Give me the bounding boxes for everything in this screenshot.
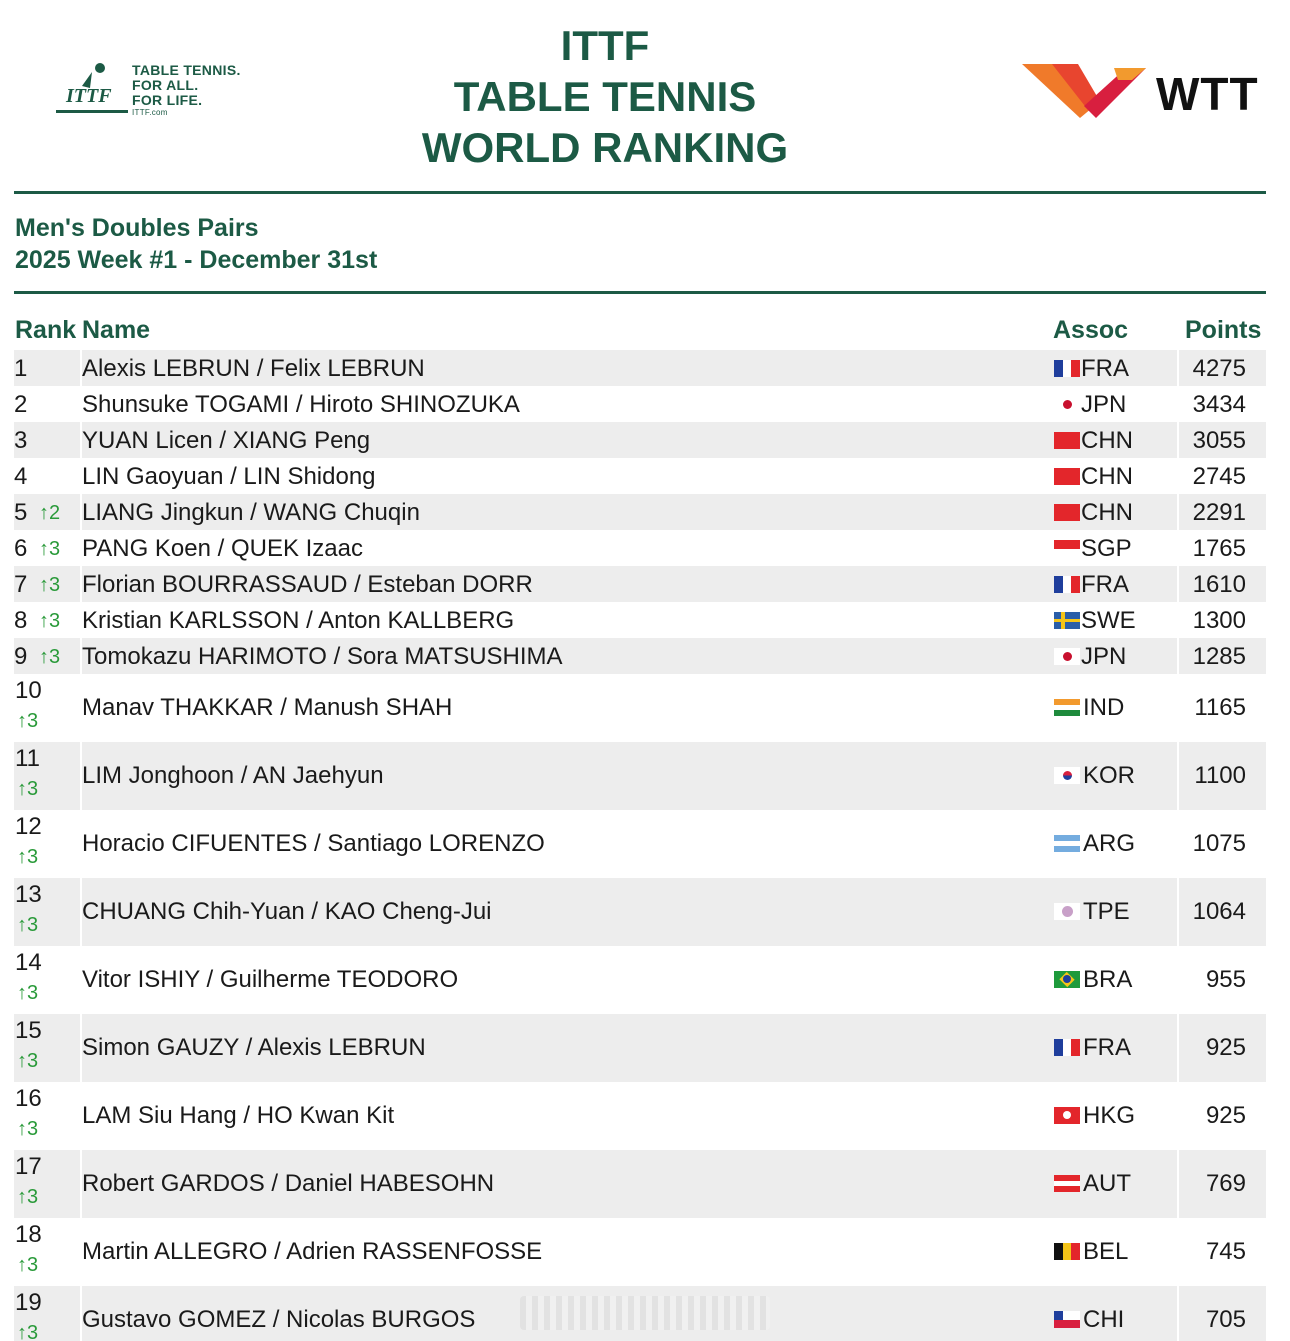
rank-cell: 10: [15, 677, 42, 704]
column-separator: [1177, 946, 1179, 1014]
pair-name: Kristian KARLSSON / Anton KALLBERG: [82, 607, 515, 634]
column-separator: [1177, 566, 1179, 602]
column-name: Name: [82, 316, 151, 344]
assoc-code: HKG: [1083, 1102, 1136, 1129]
wtt-logo: WTT: [1022, 58, 1274, 124]
column-separator: [1177, 674, 1179, 742]
assoc-code: BEL: [1083, 1238, 1129, 1265]
rank-change: ↑3: [17, 1186, 39, 1208]
pair-name: LIANG Jingkun / WANG Chuqin: [82, 499, 420, 526]
table-row: [14, 1082, 1266, 1150]
rank-cell: 19: [15, 1289, 42, 1316]
points-cell: 3055: [1192, 427, 1246, 454]
ittf-tagline: TABLE TENNIS. FOR ALL. FOR LIFE. ITTF.com: [132, 62, 241, 117]
table-row: [14, 602, 1266, 638]
assoc-code: FRA: [1081, 571, 1129, 598]
rank-change: ↑3: [17, 1118, 39, 1140]
rank-cell: 16: [15, 1085, 42, 1112]
column-separator: [1177, 602, 1179, 638]
pair-name: Alexis LEBRUN / Felix LEBRUN: [82, 355, 425, 382]
assoc-code: CHN: [1081, 499, 1133, 526]
flag-icon: [1054, 699, 1080, 716]
flag-icon: [1054, 1175, 1080, 1192]
table-header: [14, 314, 1266, 348]
column-separator: [1177, 458, 1179, 494]
column-separator: [1177, 350, 1179, 386]
points-cell: 4275: [1192, 355, 1246, 382]
assoc-code: SWE: [1081, 607, 1136, 634]
assoc-code: KOR: [1083, 762, 1136, 789]
rank-change: ↑3: [17, 846, 39, 868]
flag-icon: [1054, 576, 1080, 593]
flag-icon: [1054, 432, 1080, 449]
rank-cell: 13: [15, 881, 42, 908]
assoc-code: CHI: [1083, 1306, 1125, 1333]
assoc-code: FRA: [1083, 1034, 1131, 1061]
rank-change: ↑3: [17, 710, 39, 732]
svg-text:ITTF: ITTF: [66, 85, 112, 107]
table-row: [14, 742, 1266, 810]
rank-change: ↑3: [17, 778, 39, 800]
pair-name: Tomokazu HARIMOTO / Sora MATSUSHIMA: [82, 643, 563, 670]
rank-cell: 4: [14, 463, 28, 490]
column-separator: [1177, 422, 1179, 458]
rank-cell: 5: [14, 499, 28, 526]
points-cell: 1765: [1192, 535, 1246, 562]
assoc-code: IND: [1083, 694, 1125, 721]
points-cell: 769: [1205, 1170, 1246, 1197]
flag-icon: [1054, 1107, 1080, 1124]
column-points: Points: [1185, 316, 1262, 344]
ittf-logo: [56, 60, 276, 122]
pair-name: Martin ALLEGRO / Adrien RASSENFOSSE: [82, 1238, 543, 1265]
ranking-subtitle: [15, 212, 377, 276]
rank-change: ↑3: [17, 1050, 39, 1072]
rank-cell: 15: [15, 1017, 42, 1044]
column-separator: [1177, 1082, 1179, 1150]
flag-icon: [1054, 468, 1080, 485]
rank-cell: 8: [14, 607, 28, 634]
rank-cell: 18: [15, 1221, 42, 1248]
flag-icon: [1054, 540, 1080, 557]
points-cell: 705: [1205, 1306, 1246, 1333]
pair-name: CHUANG Chih-Yuan / KAO Cheng-Jui: [82, 898, 492, 925]
rank-cell: 3: [14, 427, 28, 454]
pair-name: Manav THAKKAR / Manush SHAH: [82, 694, 453, 721]
pair-name: Gustavo GOMEZ / Nicolas BURGOS: [82, 1306, 476, 1333]
page-title: ITTF TABLE TENNIS WORLD RANKING: [421, 22, 789, 171]
rank-cell: 9: [14, 643, 28, 670]
table-row: [14, 638, 1266, 674]
assoc-code: JPN: [1081, 643, 1127, 670]
rank-change: ↑3: [17, 1322, 39, 1341]
ranking-table: [14, 350, 1266, 1341]
rank-cell: 14: [15, 949, 42, 976]
table-row: [14, 566, 1266, 602]
ittf-paddle-icon: [56, 60, 128, 120]
flag-icon: [1054, 903, 1080, 920]
pair-name: Vitor ISHIY / Guilherme TEODORO: [82, 966, 459, 993]
watermark-overlay: [520, 1296, 770, 1330]
table-row: [14, 878, 1266, 946]
assoc-code: AUT: [1083, 1170, 1131, 1197]
flag-icon: [1054, 612, 1080, 629]
assoc-code: TPE: [1083, 898, 1130, 925]
points-cell: 2291: [1192, 499, 1246, 526]
points-cell: 1300: [1192, 607, 1246, 634]
pair-name: LAM Siu Hang / HO Kwan Kit: [82, 1102, 395, 1129]
column-separator: [1177, 810, 1179, 878]
column-separator: [1177, 742, 1179, 810]
table-row: [14, 386, 1266, 422]
table-row: [14, 1150, 1266, 1218]
subtitle-divider: [14, 291, 1266, 294]
points-cell: 1075: [1192, 830, 1246, 857]
pair-name: YUAN Licen / XIANG Peng: [82, 427, 371, 454]
category-label: Men's Doubles Pairs: [15, 214, 259, 242]
rank-cell: 11: [15, 745, 40, 772]
rank-cell: 17: [15, 1153, 42, 1180]
points-cell: 1165: [1194, 694, 1246, 721]
rank-cell: 12: [15, 813, 42, 840]
column-rank: Rank: [15, 316, 77, 344]
table-row: [14, 350, 1266, 386]
rank-change: ↑2: [39, 502, 61, 524]
rank-change: ↑3: [39, 574, 61, 596]
flag-icon: [1054, 767, 1080, 784]
table-row: [14, 530, 1266, 566]
assoc-code: SGP: [1081, 535, 1132, 562]
assoc-code: CHN: [1081, 427, 1133, 454]
wtt-mark-icon: [1022, 58, 1152, 124]
column-separator: [1177, 494, 1179, 530]
points-cell: 955: [1205, 966, 1246, 993]
rank-change: ↑3: [17, 914, 39, 936]
flag-icon: [1054, 360, 1080, 377]
pair-name: Robert GARDOS / Daniel HABESOHN: [82, 1170, 495, 1197]
rank-change: ↑3: [39, 538, 61, 560]
table-row: [14, 422, 1266, 458]
points-cell: 3434: [1192, 391, 1246, 418]
assoc-code: ARG: [1083, 830, 1136, 857]
flag-icon: [1054, 1311, 1080, 1328]
assoc-code: BRA: [1083, 966, 1133, 993]
table-row: [14, 1218, 1266, 1286]
assoc-code: CHN: [1081, 463, 1133, 490]
table-row: [14, 810, 1266, 878]
points-cell: 1064: [1192, 898, 1246, 925]
rank-cell: 6: [14, 535, 28, 562]
flag-icon: [1054, 1039, 1080, 1056]
column-separator: [1177, 530, 1179, 566]
flag-icon: [1054, 835, 1080, 852]
column-separator: [1177, 878, 1179, 946]
rank-cell: 2: [14, 391, 28, 418]
rank-cell: 7: [14, 571, 28, 598]
points-cell: 1100: [1194, 762, 1246, 789]
points-cell: 925: [1205, 1102, 1246, 1129]
points-cell: 745: [1205, 1238, 1246, 1265]
points-cell: 1610: [1192, 571, 1246, 598]
rank-cell: 1: [14, 355, 28, 382]
flag-icon: [1054, 971, 1080, 988]
column-separator: [1177, 1218, 1179, 1286]
points-cell: 925: [1205, 1034, 1246, 1061]
pair-name: PANG Koen / QUEK Izaac: [82, 535, 364, 562]
rank-change: ↑3: [17, 982, 39, 1004]
page-header: [0, 0, 1290, 190]
table-row: [14, 946, 1266, 1014]
flag-icon: [1054, 648, 1080, 665]
table-row: [14, 494, 1266, 530]
column-separator: [1177, 1014, 1179, 1082]
table-row: [14, 1014, 1266, 1082]
assoc-code: FRA: [1081, 355, 1129, 382]
column-separator: [1177, 1286, 1179, 1341]
pair-name: LIM Jonghoon / AN Jaehyun: [82, 762, 384, 789]
pair-name: Shunsuke TOGAMI / Hiroto SHINOZUKA: [82, 391, 520, 418]
column-separator: [1177, 386, 1179, 422]
table-row: [14, 458, 1266, 494]
rank-change: ↑3: [39, 610, 61, 632]
pair-name: Simon GAUZY / Alexis LEBRUN: [82, 1034, 426, 1061]
pair-name: Florian BOURRASSAUD / Esteban DORR: [82, 571, 533, 598]
flag-icon: [1054, 396, 1080, 413]
pair-name: Horacio CIFUENTES / Santiago LORENZO: [82, 830, 545, 857]
week-label: 2025 Week #1 - December 31st: [15, 246, 378, 274]
column-separator: [1177, 1150, 1179, 1218]
header-divider: [14, 191, 1266, 194]
assoc-code: JPN: [1081, 391, 1127, 418]
flag-icon: [1054, 1243, 1080, 1260]
points-cell: 1285: [1192, 643, 1246, 670]
column-separator: [1177, 638, 1179, 674]
flag-icon: [1054, 504, 1080, 521]
table-row: [14, 674, 1266, 742]
column-assoc: Assoc: [1053, 316, 1129, 344]
points-cell: 2745: [1192, 463, 1246, 490]
pair-name: LIN Gaoyuan / LIN Shidong: [82, 463, 376, 490]
rank-change: ↑3: [17, 1254, 39, 1276]
rank-change: ↑3: [39, 646, 61, 668]
